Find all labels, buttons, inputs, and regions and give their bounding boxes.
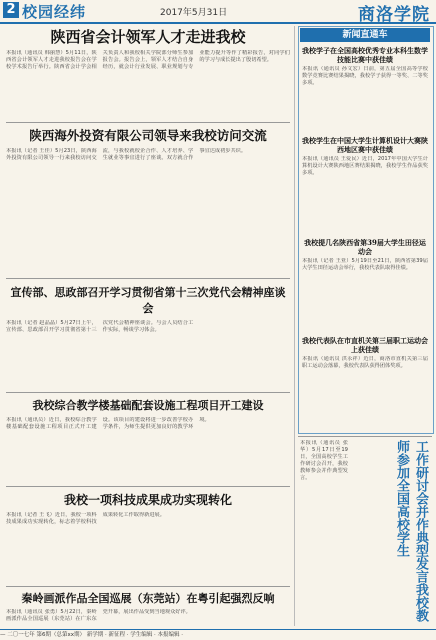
issue-date: 2017年5月31日 — [160, 8, 228, 18]
page-number: 2 — [3, 2, 19, 18]
brief-1 — [302, 46, 428, 122]
brief-body: 本报讯（通讯员 王爱民）近日，2017年中国大学生计算机设计大赛陕西地区赛结果揭晓，我校学生作品获奖多项。 — [302, 156, 428, 176]
side-story-headline: 工作研讨会并作典型发言我校教师参加全国高校学生 — [394, 440, 428, 622]
divider — [6, 122, 290, 123]
article-4 — [6, 397, 290, 487]
brief-title: 我校学子在全国高校优秀专业本科生数学技能比赛中获佳绩 — [302, 46, 428, 64]
news-express-banner: 新闻直通车 — [300, 28, 430, 42]
headline: 陕西省会计领军人才走进我校 — [50, 28, 246, 46]
brief-body: 本报讯（记者 王亚）5月19日至21日，陕西省第39届大学生田径运动会举行，我校代表队取得佳绩。 — [302, 258, 428, 271]
brief-body: 本报讯（通讯员 洪永祥）近日，商洛市直机关第三届职工运动会落幕，我校代表队获得团体奖项。 — [302, 356, 428, 369]
divider — [6, 278, 290, 279]
brief-title: 我校提几名陕西省第39届大学生田径运动会 — [304, 238, 426, 256]
article-5 — [6, 491, 290, 592]
divider — [298, 436, 432, 437]
divider — [6, 486, 290, 487]
divider — [6, 586, 290, 587]
brief-2 — [302, 136, 428, 222]
headline: 宣传部、思政部召开学习贯彻省第十三次党代会精神座谈会 — [10, 286, 286, 315]
article-body: 本报讯（记者 赵晶晶）5月27日上午，宣传部、思政部召开学习贯彻省第十三次党代会精神座谈会。与会人员结合工作实际，畅谈学习体会。 — [6, 320, 194, 333]
column-divider — [294, 26, 295, 626]
article-2 — [6, 126, 290, 278]
brief-title: 我校代表队在市直机关第三届职工运动会上获佳绩 — [302, 336, 428, 354]
side-story-body — [300, 440, 348, 620]
divider — [6, 392, 290, 393]
article-body: 本报讯（通讯员）近日，我校综合教学楼基础配套设施工程项目正式开工建设。该项目的建设将进一步改善学校办学条件，为师生提供更加良好的教学环境。 — [6, 417, 210, 430]
article-body: 本报讯（通讯员 张勇）5月22日，秦岭画派作品全国巡展（东莞站）在广东东莞开幕，展出作品受到当地观众好评。 — [6, 609, 191, 622]
headline: 我校综合教学楼基础配套设施工程项目开工建设 — [32, 399, 264, 412]
masthead — [0, 0, 436, 24]
article-body: 本报讯（通讯员 韩丽慧）5月11日，陕西省会计领军人才走进我校报告会在学校学术报告厅举行。陕西省会计学会相关负责人和我校相关学院部分师生参加报告会。报告会上，领军人才结合自身经历，就会计行业发展、职业规划与专业能力提升等作了精彩报告，对同学们的学习与成长提出了殷切希望。 — [6, 50, 290, 70]
headline: 陕西海外投资有限公司领导来我校访问交流 — [29, 128, 267, 143]
brief-3 — [302, 238, 428, 314]
brief-title: 我校学生在中国大学生计算机设计大赛陕西地区赛中获佳绩 — [302, 136, 428, 154]
newspaper-brand: 商洛学院 — [358, 5, 430, 25]
brief-body: 本报讯（通讯员 孙文宏）日前，第五届全国高等学校数学竞赛比赛结果揭晓，我校学子获得一等奖、二等奖多项。 — [302, 66, 428, 86]
brief-4 — [302, 336, 428, 426]
article-1 — [6, 26, 290, 120]
headline: 秦岭画派作品全国巡展（东莞站）在粤引起强烈反响 — [21, 592, 275, 605]
article-body: 本报讯（记者 王飞）近日，我校一项科技成果成功实现转化，标志着学校科技成果转化工作取得新进展。 — [6, 512, 165, 525]
side-story-text: 本报讯（通讯员 张华）5月17日至19日，全国高校学生工作研讨会召开，我校教师参会并作典型发言。 — [300, 440, 348, 481]
article-body: 本报讯（记者 王佳）5月23日，陕西海外投资有限公司领导一行来我校访问交流，与我校就校企合作、人才培养、学生就业等事宜进行了座谈。双方就合作事宜达成初步共识。 — [6, 148, 247, 161]
headline: 我校一项科技成果成功实现转化 — [63, 493, 232, 507]
page-footer: — 二〇一七年 第6期（总第xx期） 新学期 · 新征程 · 学生编辑 · 本报编辑 · — [0, 629, 436, 640]
section-title: 校园经纬 — [22, 3, 87, 21]
